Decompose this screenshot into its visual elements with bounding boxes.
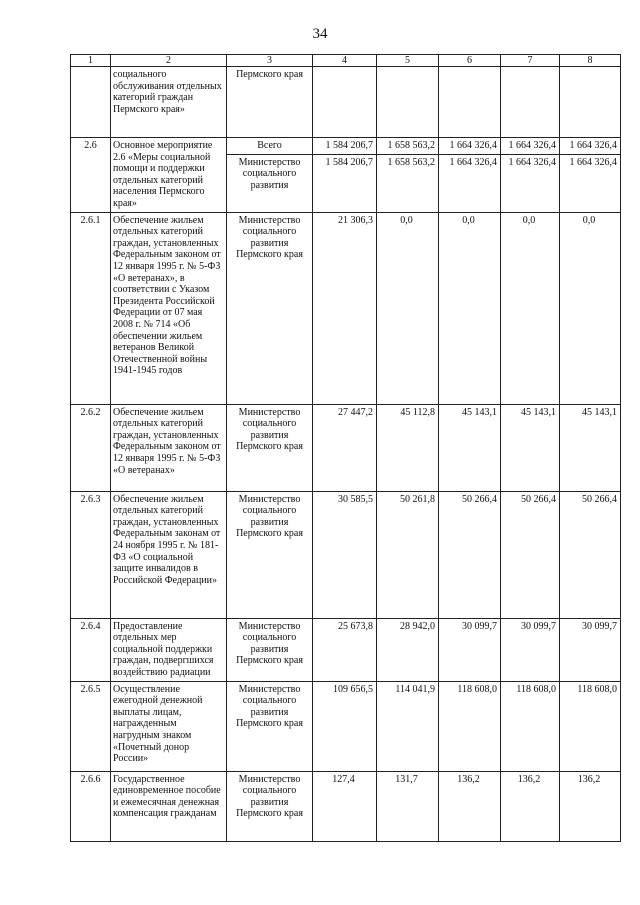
value-cell: 30 099,7 — [560, 618, 621, 681]
row-name: Обеспечение жильем отдельных категорий граждан, установленных Федеральным законам от 24 ноября 1995 г. № 181-ФЗ «О социальной защите инвалидов в Российской Федерации» — [111, 491, 227, 618]
value-cell: 30 099,7 — [439, 618, 501, 681]
row-name: Государственное единовременное пособие и ежемесячная денежная компенсация гражданам — [111, 771, 227, 841]
value-cell: 27 447,2 — [313, 404, 377, 491]
value-cell: 118 608,0 — [560, 681, 621, 771]
value-cell: 136,2 — [501, 771, 560, 841]
row-responsible: Министерство социального развития Пермского края — [227, 681, 313, 771]
value-cell: 131,7 — [377, 771, 439, 841]
row-responsible: Министерство социального развития Пермского края — [227, 771, 313, 841]
value-cell: 0,0 — [377, 212, 439, 404]
value-cell: 1 664 326,4 — [439, 154, 501, 212]
value-cell: 1 584 206,7 — [313, 138, 377, 155]
row-responsible: Всего — [227, 138, 313, 155]
value-cell — [377, 67, 439, 138]
value-cell: 136,2 — [439, 771, 501, 841]
table-row — [71, 681, 621, 771]
value-cell: 1 664 326,4 — [501, 138, 560, 155]
value-cell: 0,0 — [501, 212, 560, 404]
value-cell: 25 673,8 — [313, 618, 377, 681]
row-number: 2.6.4 — [71, 618, 111, 681]
table-row — [71, 618, 621, 681]
column-header: 5 — [377, 55, 439, 67]
column-header: 2 — [111, 55, 227, 67]
value-cell: 0,0 — [439, 212, 501, 404]
row-responsible: Министерство социального развития — [227, 154, 313, 212]
column-header-row — [71, 55, 621, 67]
row-name: социального обслуживания отдельных категорий граждан Пермского края» — [111, 67, 227, 138]
value-cell: 1 658 563,2 — [377, 138, 439, 155]
value-cell: 45 143,1 — [501, 404, 560, 491]
value-cell: 21 306,3 — [313, 212, 377, 404]
column-header: 8 — [560, 55, 621, 67]
value-cell: 109 656,5 — [313, 681, 377, 771]
value-cell: 28 942,0 — [377, 618, 439, 681]
row-responsible: Пермского края — [227, 67, 313, 138]
column-header: 7 — [501, 55, 560, 67]
row-responsible: Министерство социального развития Пермского края — [227, 491, 313, 618]
row-name: Осуществление ежегодной денежной выплаты лицам, награжденным нагрудным знаком «Почетный донор России» — [111, 681, 227, 771]
value-cell — [560, 67, 621, 138]
value-cell: 118 608,0 — [501, 681, 560, 771]
value-cell: 114 041,9 — [377, 681, 439, 771]
row-number — [71, 67, 111, 138]
table-row — [71, 771, 621, 841]
row-name: Обеспечение жильем отдельных категорий граждан, установленных Федеральным законом от 12 января 1995 г. № 5-ФЗ «О ветеранах» — [111, 404, 227, 491]
row-name: Основное мероприятие 2.6 «Меры социальной помощи и поддержки отдельных категорий населения Пермского края» — [111, 138, 227, 213]
value-cell: 50 266,4 — [439, 491, 501, 618]
row-responsible: Министерство социального развития Пермского края — [227, 212, 313, 404]
value-cell: 127,4 — [313, 771, 377, 841]
value-cell: 0,0 — [560, 212, 621, 404]
table-row — [71, 491, 621, 618]
value-cell: 1 664 326,4 — [560, 138, 621, 155]
value-cell: 30 099,7 — [501, 618, 560, 681]
page-number: 34 — [312, 26, 328, 42]
value-cell: 45 143,1 — [439, 404, 501, 491]
value-cell: 1 664 326,4 — [439, 138, 501, 155]
row-number: 2.6.3 — [71, 491, 111, 618]
table-row — [71, 67, 621, 138]
program-table — [70, 54, 621, 842]
value-cell: 45 143,1 — [560, 404, 621, 491]
value-cell — [439, 67, 501, 138]
row-name: Предоставление отдельных мер социальной поддержки граждан, подвергшихся воздействию радиации — [111, 618, 227, 681]
table-row — [71, 404, 621, 491]
table-row — [71, 138, 621, 155]
value-cell: 1 664 326,4 — [560, 154, 621, 212]
column-header: 3 — [227, 55, 313, 67]
row-number: 2.6.5 — [71, 681, 111, 771]
value-cell: 45 112,8 — [377, 404, 439, 491]
value-cell: 1 658 563,2 — [377, 154, 439, 212]
row-number: 2.6.6 — [71, 771, 111, 841]
value-cell: 1 664 326,4 — [501, 154, 560, 212]
row-responsible: Министерство социального развития Пермского края — [227, 618, 313, 681]
table-row — [71, 212, 621, 404]
column-header: 6 — [439, 55, 501, 67]
value-cell — [313, 67, 377, 138]
row-number: 2.6.1 — [71, 212, 111, 404]
row-name: Обеспечение жильем отдельных категорий граждан, установленных Федеральным законом от 12 января 1995 г. № 5-ФЗ «О ветеранах», в соответствии с Указом Президента Российской Федерации от 07 мая 2008 г. № 714 «Об обеспечении жильем ветеранов Великой Отечественной войны 1941-1945 годов — [111, 212, 227, 404]
value-cell: 50 261,8 — [377, 491, 439, 618]
value-cell — [501, 67, 560, 138]
value-cell: 136,2 — [560, 771, 621, 841]
column-header: 1 — [71, 55, 111, 67]
value-cell: 1 584 206,7 — [313, 154, 377, 212]
row-number: 2.6 — [71, 138, 111, 213]
row-responsible: Министерство социального развития Пермского края — [227, 404, 313, 491]
value-cell: 50 266,4 — [501, 491, 560, 618]
row-number: 2.6.2 — [71, 404, 111, 491]
value-cell: 30 585,5 — [313, 491, 377, 618]
column-header: 4 — [313, 55, 377, 67]
value-cell: 50 266,4 — [560, 491, 621, 618]
value-cell: 118 608,0 — [439, 681, 501, 771]
